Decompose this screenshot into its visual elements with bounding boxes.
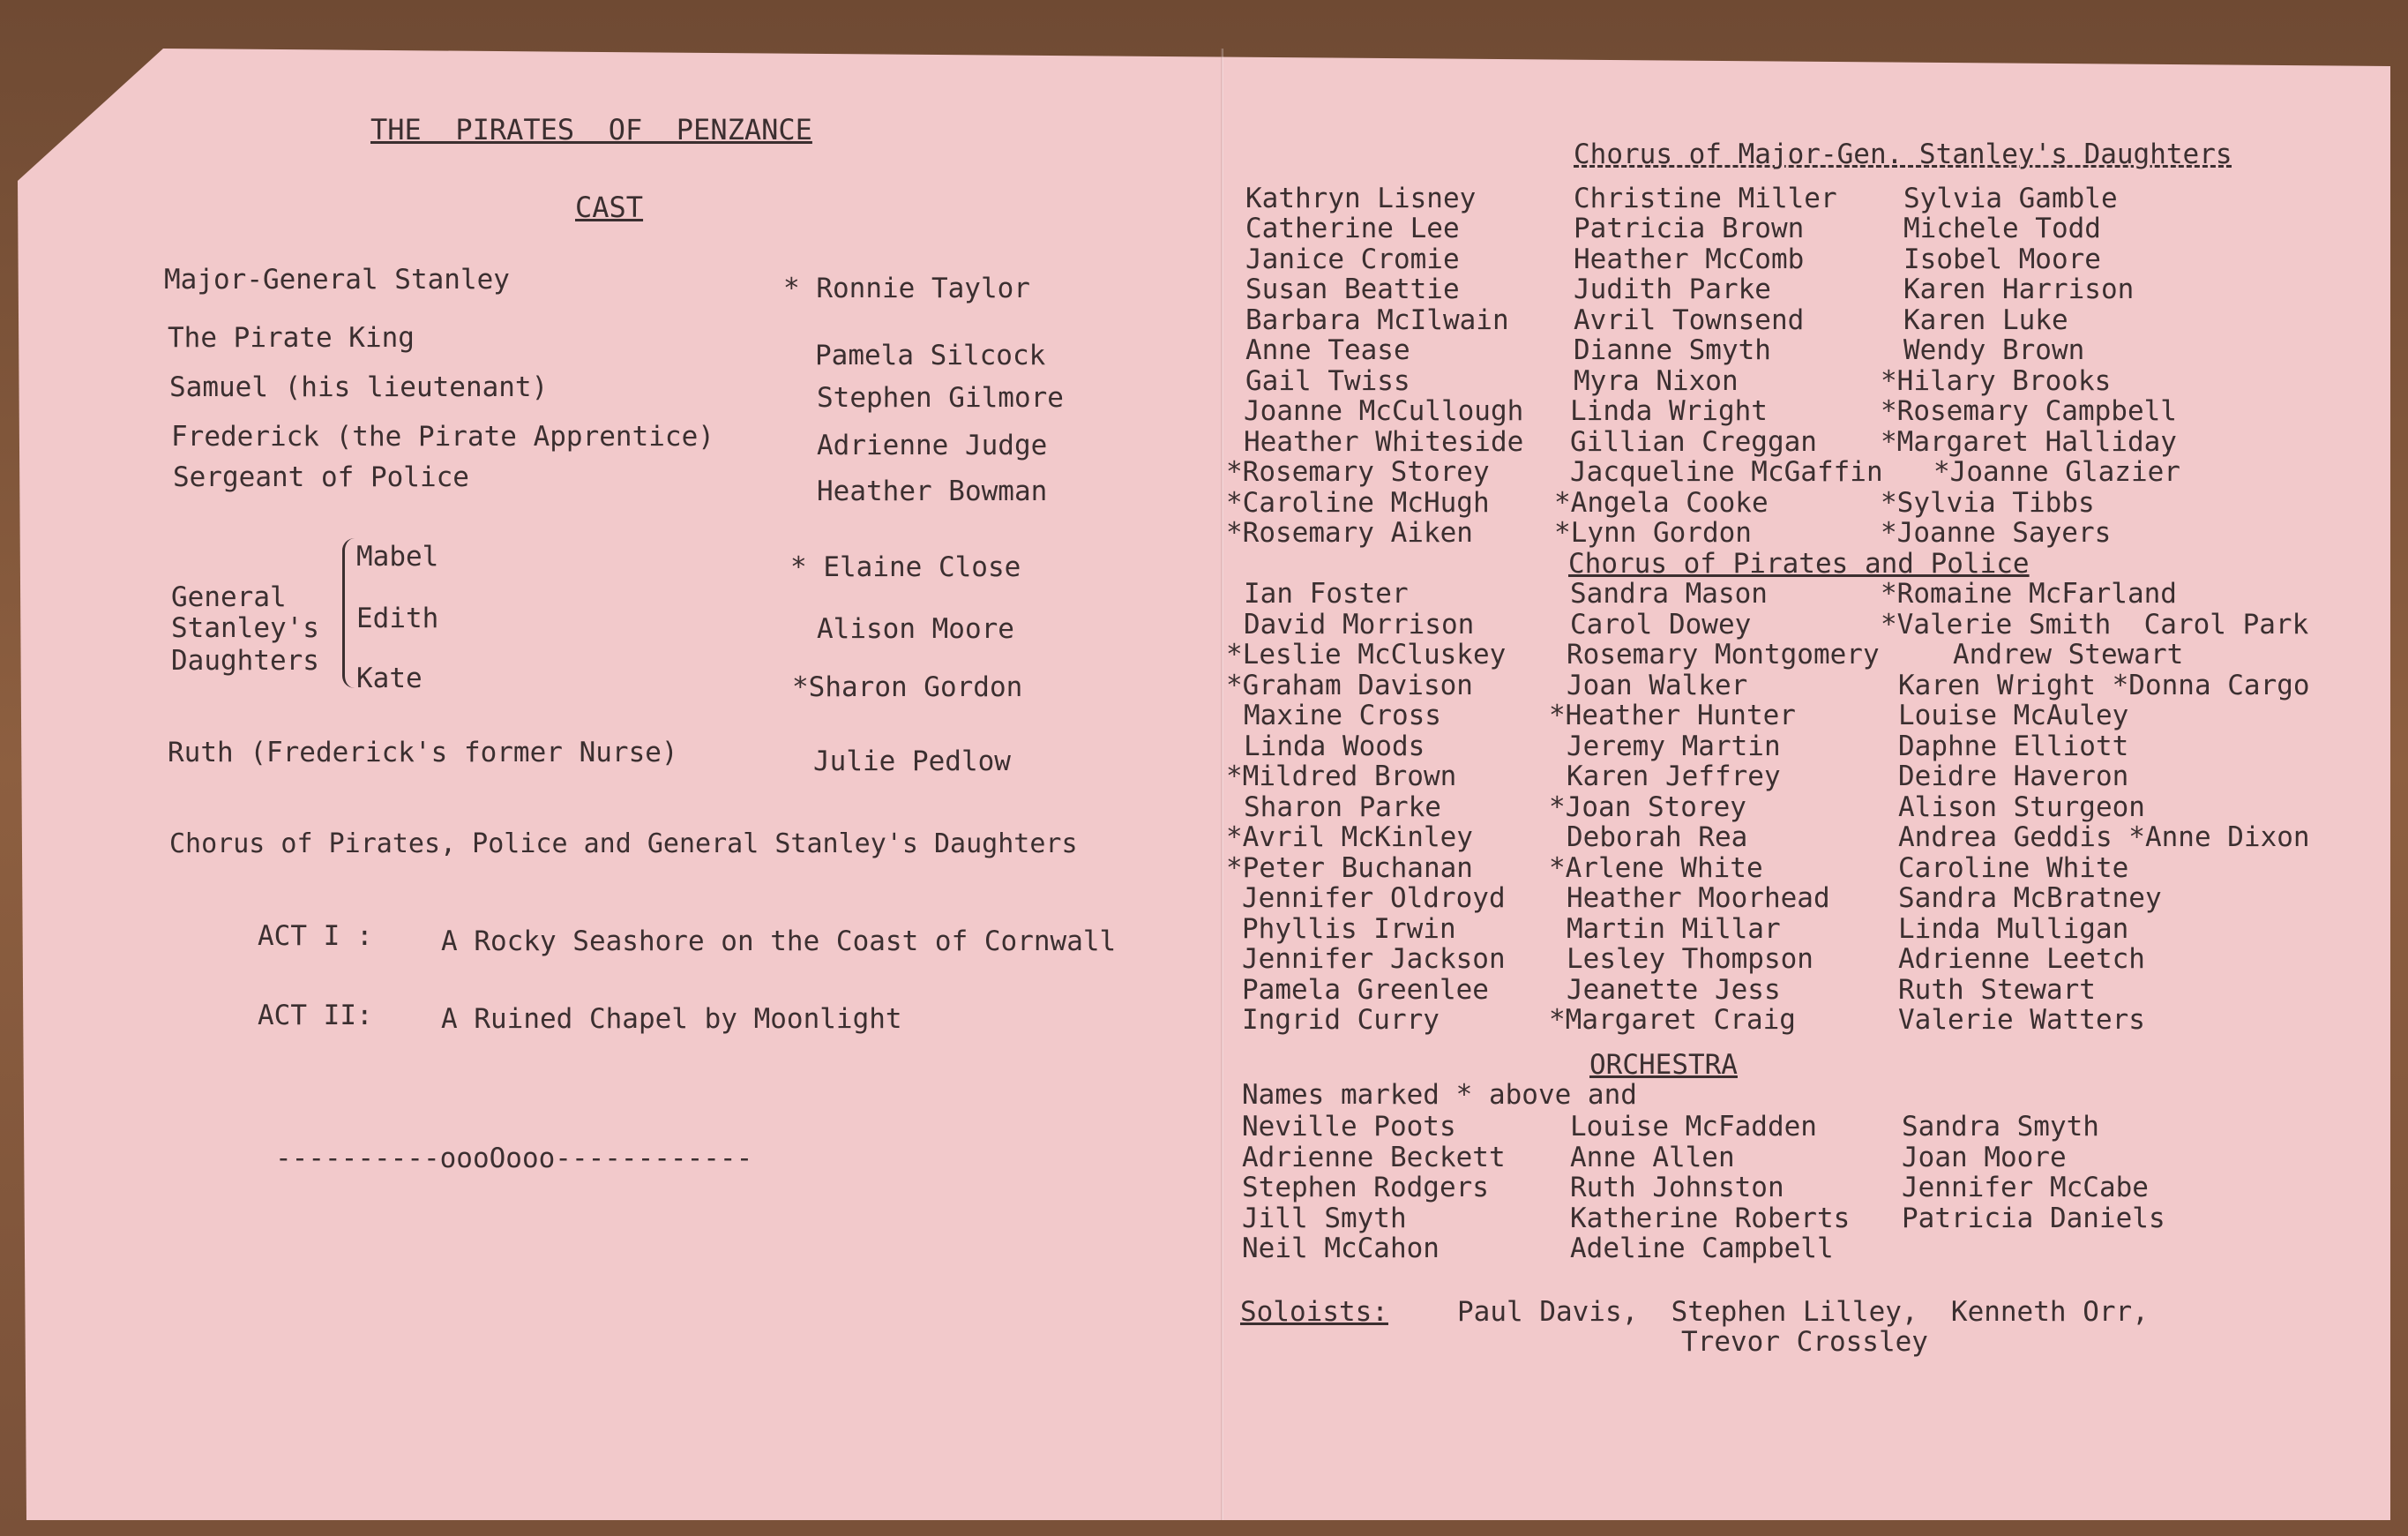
list-item: Ruth Stewart: [1898, 974, 2096, 1006]
role-name: The Pirate King: [168, 322, 415, 354]
list-item: Anne Tease: [1245, 334, 1410, 366]
daughters-group-label: Daughters: [171, 645, 319, 677]
list-item: Wendy Brown: [1903, 334, 2085, 366]
list-item: Louise McFadden: [1570, 1111, 1817, 1143]
list-item: Ian Foster: [1244, 578, 1409, 610]
role-name: Edith: [356, 603, 439, 634]
list-item: *Avril McKinley: [1226, 821, 1473, 853]
act-label: ACT II:: [258, 1000, 373, 1031]
list-item: Jeanette Jess: [1567, 974, 1781, 1006]
programme-title: THE PIRATES OF PENZANCE: [370, 113, 812, 146]
list-item: Karen Wright *Donna Cargo: [1898, 670, 2310, 701]
list-item: Anne Allen: [1570, 1142, 1735, 1173]
role-name: Frederick (the Pirate Apprentice): [171, 421, 714, 453]
list-item: *Joan Storey: [1549, 791, 1746, 823]
list-item: Carol Dowey: [1570, 609, 1752, 641]
list-item: *Joanne Glazier: [1933, 456, 2180, 488]
list-item: Adrienne Leetch: [1898, 943, 2145, 975]
list-item: Joan Moore: [1902, 1142, 2067, 1173]
list-item: Deidre Haveron: [1898, 761, 2129, 792]
soloists-names: Trevor Crossley: [1681, 1326, 1928, 1358]
list-item: Jeremy Martin: [1567, 731, 1781, 762]
list-item: *Lynn Gordon: [1554, 517, 1752, 549]
list-item: Linda Mulligan: [1898, 913, 2129, 945]
list-item: Susan Beattie: [1245, 273, 1460, 305]
list-item: Sandra Mason: [1570, 578, 1768, 610]
list-item: *Rosemary Aiken: [1226, 517, 1473, 549]
list-item: *Rosemary Storey: [1226, 456, 1490, 488]
list-item: Jennifer Oldroyd: [1242, 882, 1506, 914]
daughters-chorus-heading: Chorus of Major-Gen. Stanley's Daughters: [1574, 139, 2232, 170]
list-item: Alison Sturgeon: [1898, 791, 2145, 823]
act-setting: A Ruined Chapel by Moonlight: [441, 1003, 902, 1035]
list-item: *Caroline McHugh: [1226, 487, 1490, 519]
list-item: *Heather Hunter: [1549, 700, 1796, 731]
list-item: Heather Moorhead: [1567, 882, 1830, 914]
daughters-group-label: Stanley's: [171, 612, 319, 644]
list-item: Maxine Cross: [1244, 700, 1441, 731]
list-item: Kathryn Lisney: [1245, 183, 1477, 214]
list-item: Karen Luke: [1903, 304, 2068, 336]
list-item: *Leslie McCluskey: [1226, 639, 1507, 671]
list-item: Katherine Roberts: [1570, 1203, 1851, 1234]
list-item: Dianne Smyth: [1574, 334, 1771, 366]
soloists-names: Paul Davis, Stephen Lilley, Kenneth Orr,: [1457, 1296, 2149, 1328]
chorus-line: Chorus of Pirates, Police and General Stanley's Daughters: [169, 828, 1078, 859]
list-item: Christine Miller: [1574, 183, 1837, 214]
list-item: Janice Cromie: [1245, 244, 1460, 275]
list-item: *Margaret Craig: [1549, 1004, 1796, 1036]
list-item: Martin Millar: [1567, 913, 1781, 945]
orchestra-heading: ORCHESTRA: [1589, 1049, 1738, 1081]
list-item: Michele Todd: [1903, 213, 2101, 244]
actor-name: Heather Bowman: [817, 476, 1048, 507]
list-item: *Hilary Brooks: [1881, 365, 2112, 397]
list-item: *Rosemary Campbell: [1881, 395, 2177, 427]
list-item: Joanne McCullough: [1244, 395, 1524, 427]
role-name: Samuel (his lieutenant): [169, 371, 549, 403]
list-item: Neil McCahon: [1242, 1233, 1440, 1264]
list-item: Barbara McIlwain: [1245, 304, 1509, 336]
list-item: Karen Jeffrey: [1567, 761, 1781, 792]
list-item: Stephen Rodgers: [1242, 1172, 1489, 1203]
list-item: Sandra Smyth: [1902, 1111, 2099, 1143]
actor-name: Julie Pedlow: [813, 746, 1011, 777]
list-item: Sharon Parke: [1244, 791, 1441, 823]
list-item: *Romaine McFarland: [1881, 578, 2177, 610]
list-item: Andrea Geddis *Anne Dixon: [1898, 821, 2310, 853]
act-setting: A Rocky Seashore on the Coast of Cornwall: [441, 925, 1117, 957]
list-item: Deborah Rea: [1567, 821, 1748, 853]
actor-name: * Elaine Close: [790, 551, 1021, 583]
role-name: Major-General Stanley: [164, 264, 510, 296]
divider-ornament: ----------oooOooo------------: [275, 1143, 753, 1174]
list-item: Patricia Brown: [1574, 213, 1805, 244]
brace-bracket: [342, 538, 357, 688]
list-item: *Valerie Smith Carol Park: [1881, 609, 2309, 641]
list-item: *Angela Cooke: [1554, 487, 1769, 519]
list-item: Myra Nixon: [1574, 365, 1739, 397]
list-item: Jennifer McCabe: [1902, 1172, 2149, 1203]
list-item: Gail Twiss: [1245, 365, 1410, 397]
role-name: Mabel: [356, 541, 439, 573]
list-item: Pamela Greenlee: [1242, 974, 1489, 1006]
list-item: *Sylvia Tibbs: [1881, 487, 2095, 519]
pirates-chorus-heading: Chorus of Pirates and Police: [1568, 548, 2030, 580]
list-item: Jennifer Jackson: [1242, 943, 1506, 975]
daughters-group-label: General: [171, 581, 287, 613]
act-label: ACT I :: [258, 920, 373, 952]
list-item: Avril Townsend: [1574, 304, 1805, 336]
list-item: Heather McComb: [1574, 244, 1805, 275]
list-item: Isobel Moore: [1903, 244, 2101, 275]
actor-name: * Ronnie Taylor: [783, 273, 1030, 304]
list-item: Jill Smyth: [1242, 1203, 1407, 1234]
list-item: Neville Poots: [1242, 1111, 1456, 1143]
orchestra-note: Names marked * above and: [1242, 1079, 1637, 1111]
list-item: Catherine Lee: [1245, 213, 1460, 244]
list-item: *Joanne Sayers: [1881, 517, 2112, 549]
actor-name: Stephen Gilmore: [817, 382, 1064, 414]
list-item: Judith Parke: [1574, 273, 1771, 305]
page-fold: [1221, 49, 1223, 1520]
list-item: Caroline White: [1898, 852, 2129, 884]
list-item: Linda Wright: [1570, 395, 1768, 427]
list-item: Lesley Thompson: [1567, 943, 1813, 975]
list-item: Heather Whiteside: [1244, 426, 1524, 458]
list-item: Rosemary Montgomery: [1567, 639, 1880, 671]
list-item: *Graham Davison: [1226, 670, 1473, 701]
list-item: Jacqueline McGaffin: [1570, 456, 1883, 488]
list-item: Sylvia Gamble: [1903, 183, 2118, 214]
list-item: Adeline Campbell: [1570, 1233, 1834, 1264]
role-name: Kate: [356, 663, 423, 694]
list-item: David Morrison: [1244, 609, 1475, 641]
role-name: Ruth (Frederick's former Nurse): [168, 737, 678, 768]
list-item: Patricia Daniels: [1902, 1203, 2165, 1234]
list-item: Joan Walker: [1567, 670, 1748, 701]
actor-name: Alison Moore: [817, 613, 1014, 645]
list-item: Ruth Johnston: [1570, 1172, 1784, 1203]
actor-name: *Sharon Gordon: [792, 671, 1023, 703]
list-item: Gillian Creggan: [1570, 426, 1817, 458]
list-item: Sandra McBratney: [1898, 882, 2162, 914]
actor-name: Pamela Silcock: [815, 340, 1046, 371]
actor-name: Adrienne Judge: [817, 430, 1048, 461]
list-item: *Arlene White: [1549, 852, 1763, 884]
list-item: Adrienne Beckett: [1242, 1142, 1506, 1173]
soloists-label: Soloists:: [1240, 1296, 1388, 1328]
role-name: Sergeant of Police: [173, 461, 469, 493]
list-item: Daphne Elliott: [1898, 731, 2129, 762]
list-item: *Peter Buchanan: [1226, 852, 1473, 884]
list-item: Phyllis Irwin: [1242, 913, 1456, 945]
list-item: Linda Woods: [1244, 731, 1425, 762]
list-item: Karen Harrison: [1903, 273, 2135, 305]
list-item: *Margaret Halliday: [1881, 426, 2177, 458]
list-item: Andrew Stewart: [1953, 639, 2184, 671]
list-item: Ingrid Curry: [1242, 1004, 1440, 1036]
cast-heading: CAST: [575, 191, 644, 224]
list-item: *Mildred Brown: [1226, 761, 1457, 792]
list-item: Louise McAuley: [1898, 700, 2129, 731]
list-item: Valerie Watters: [1898, 1004, 2145, 1036]
